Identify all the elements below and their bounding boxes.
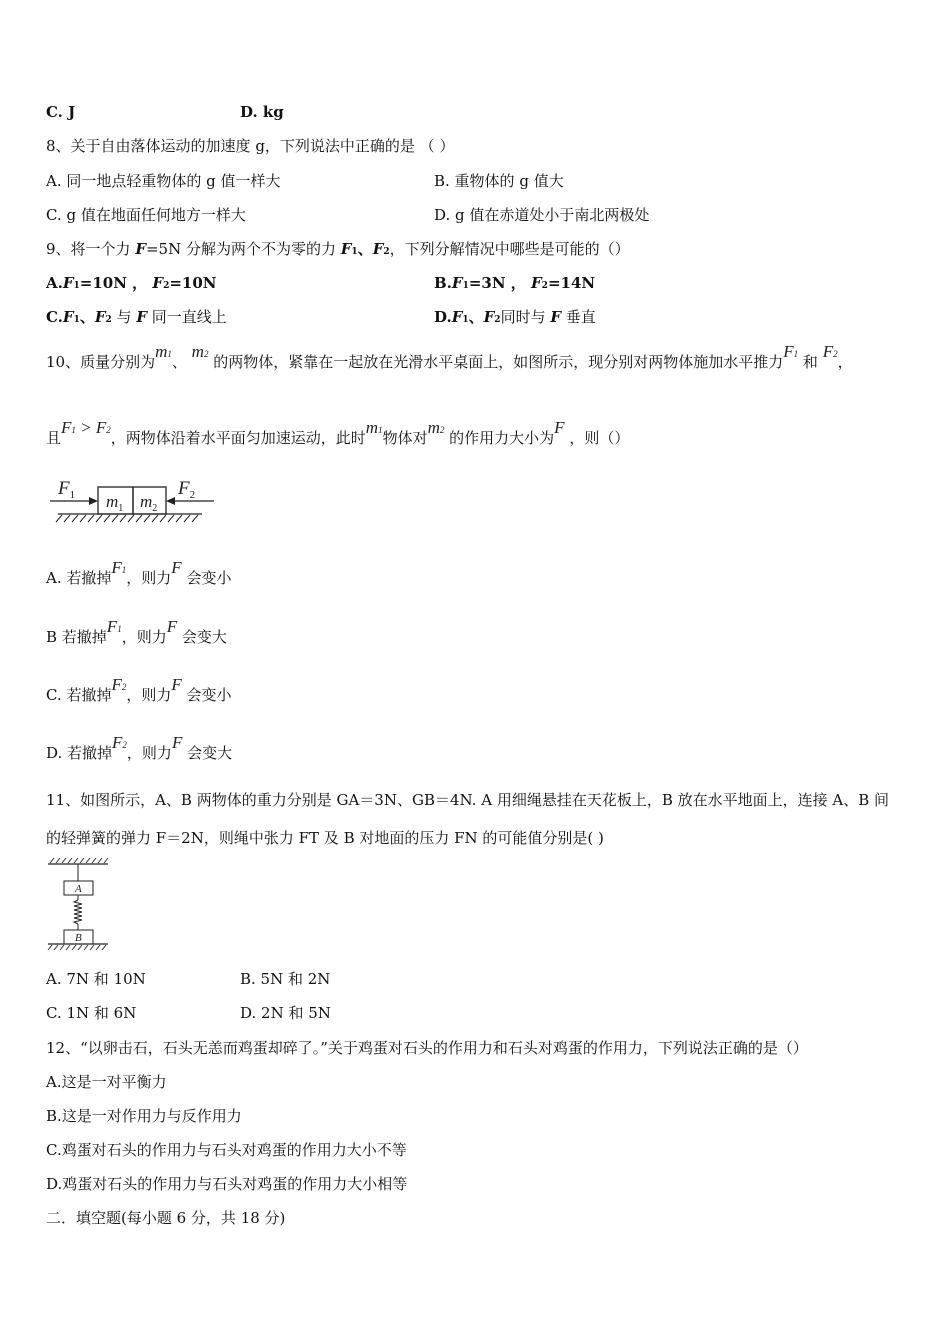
q12-option-c: C.鸡蛋对石头的作用力与石头对鸡蛋的作用力大小不等 bbox=[46, 1141, 407, 1159]
two-blocks-diagram bbox=[46, 474, 216, 524]
q11-option-c: C. 1N 和 6N bbox=[46, 1004, 137, 1022]
svg-text:A: A bbox=[75, 883, 82, 895]
q10-option-b: B 若撤掉F1，则力F 会变大 bbox=[46, 617, 227, 646]
q12-option-d: D.鸡蛋对石头的作用力与石头对鸡蛋的作用力大小相等 bbox=[46, 1175, 408, 1193]
svg-text:m2: $m_2$ bbox=[140, 492, 158, 514]
q9-option-d: D.F1、F2同时与 F 垂直 bbox=[434, 308, 596, 326]
q7-option-d: D. kg bbox=[240, 103, 284, 121]
q9-option-c: C.F1、F2 与 F 同一直线上 bbox=[46, 308, 227, 326]
q8-option-b: B. 重物体的 g 值大 bbox=[434, 172, 564, 190]
q11-stem-line2: 的轻弹簧的弹力 F＝2N，则绳中张力 FT 及 B 对地面的压力 FN 的可能值分别是( ) bbox=[46, 829, 604, 847]
svg-text:F1: $F_1$ bbox=[58, 478, 76, 501]
q7-option-c: C. J bbox=[46, 103, 76, 121]
q11-option-b: B. 5N 和 2N bbox=[240, 970, 331, 988]
svg-text:B: B bbox=[75, 932, 82, 944]
q10-option-a: A. 若撤掉F1，则力F 会变小 bbox=[46, 558, 232, 587]
q10-option-d: D. 若撤掉F2，则力F 会变大 bbox=[46, 733, 233, 762]
q10-option-c: C. 若撤掉F2，则力F 会变小 bbox=[46, 675, 232, 704]
q10-stem-line1: 10、质量分别为m1、 m2 的两物体，紧靠在一起放在光滑水平桌面上，如图所示，现分别对两物体施加水平推力F1 和 F2， bbox=[46, 342, 853, 371]
q11-stem-line1: 11、如图所示，A、B 两物体的重力分别是 GA＝3N、GB＝4N. A 用细绳悬挂在天花板上，B 放在水平地面上，连接 A、B 间 bbox=[46, 791, 890, 809]
q9-stem: 9、将一个力 F=5N 分解为两个不为零的力 F1、F2，下列分解情况中哪些是可能的（） bbox=[46, 240, 630, 258]
q8-stem: 8、关于自由落体运动的加速度 g，下列说法中正确的是 （ ） bbox=[46, 137, 455, 155]
q11-option-d: D. 2N 和 5N bbox=[240, 1004, 331, 1022]
section-2-heading: 二．填空题(每小题 6 分，共 18 分) bbox=[46, 1209, 286, 1227]
svg-text:m1: $m_1$ bbox=[106, 492, 124, 514]
svg-text:F2: $F_2$ bbox=[178, 478, 196, 501]
q12-option-b: B.这是一对作用力与反作用力 bbox=[46, 1107, 242, 1125]
q8-option-c: C. g 值在地面任何地方一样大 bbox=[46, 206, 246, 224]
spring-ab-diagram bbox=[46, 858, 112, 952]
q12-stem: 12、“以卵击石，石头无恙而鸡蛋却碎了。”关于鸡蛋对石头的作用力和石头对鸡蛋的作用力，下列说法正确的是（） bbox=[46, 1039, 808, 1057]
q11-option-a: A. 7N 和 10N bbox=[46, 970, 146, 988]
q8-option-a: A. 同一地点轻重物体的 g 值一样大 bbox=[46, 172, 281, 190]
spring bbox=[74, 900, 82, 924]
q9-option-b: B.F1=3N ， F2=14N bbox=[434, 274, 596, 292]
q10-stem-line2: 且F1 > F2，两物体沿着水平面匀加速运动，此时m1物体对m2 的作用力大小为F ，则（） bbox=[46, 418, 630, 447]
q12-option-a: A.这是一对平衡力 bbox=[46, 1073, 167, 1091]
q8-option-d: D. g 值在赤道处小于南北两极处 bbox=[434, 206, 650, 224]
q9-option-a: A.F1=10N ， F2=10N bbox=[46, 274, 217, 292]
